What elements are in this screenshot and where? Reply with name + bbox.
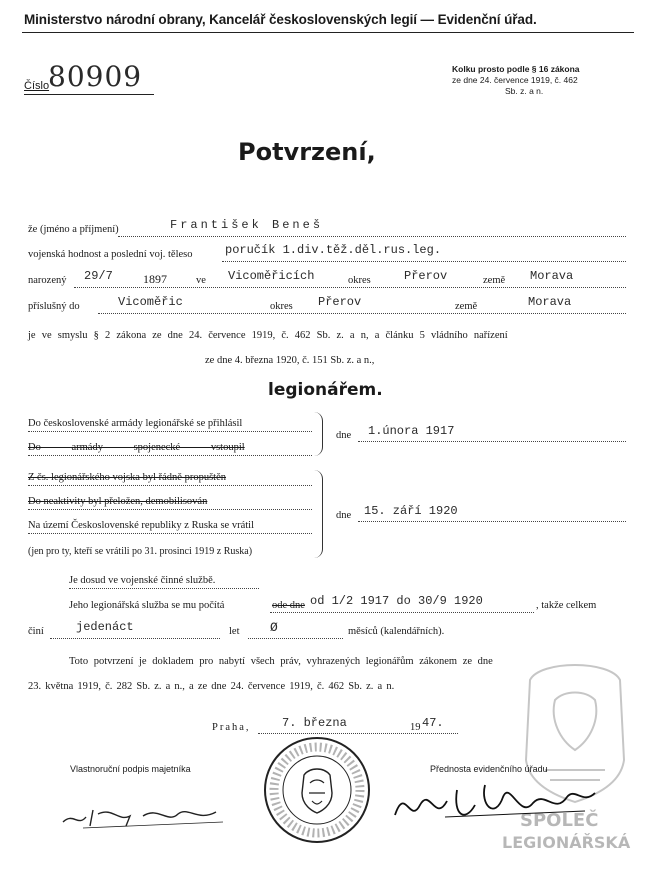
pocita-label: Jeho legionářská služba se mu počítá <box>69 600 225 611</box>
prislusny-okres-label: okres <box>270 301 293 312</box>
cislo-label: Číslo <box>24 80 50 92</box>
active-line: Je dosud ve vojenské činné službě. <box>69 575 216 586</box>
fee-note-line3: Sb. z. a n. <box>505 86 544 96</box>
service-line6: (jen pro ty, kteří se vrátili po 31. prosinci 1919 z Ruska) <box>28 546 253 557</box>
header-title: Ministerstvo národní obrany, Kancelář československých legií — Evidenční úřad. <box>24 12 537 27</box>
mesicu-label: měsíců (kalendářních). <box>348 626 445 637</box>
let-label: let <box>229 626 240 637</box>
dne2-value: 15. září 1920 <box>364 504 458 518</box>
born-zeme: Morava <box>530 269 574 283</box>
closing-line1: Toto potvrzení je dokladem pro nabytí všech práv, vyhrazených legionářům zákonem ze dne <box>69 656 493 667</box>
born-year: 1897 <box>143 272 167 286</box>
place-city: Praha, <box>212 722 251 733</box>
fee-note-line2: ze dne 24. července 1919, č. 462 <box>452 75 578 85</box>
holder-label: Vlastnoruční podpis majetníka <box>70 764 191 774</box>
born-okres: Přerov <box>404 269 448 283</box>
service-line1: Do československé armády legionářské se přihlásil <box>28 418 243 429</box>
cini-label: činí <box>28 626 44 637</box>
pocita-struck: ode dne <box>272 600 305 611</box>
law-line1: je ve smyslu § 2 zákona ze dne 24. července 1919, č. 462 Sb. z. a n, a článku 5 vládního nařízení <box>28 330 508 341</box>
born-okres-label: okres <box>348 275 371 286</box>
dne1-value: 1.února 1917 <box>368 424 455 438</box>
months-value: Ø <box>270 620 278 635</box>
place-date: 7. března <box>282 716 347 730</box>
dne2-label: dne <box>336 510 352 521</box>
cislo-value: 80909 <box>48 60 143 93</box>
prislusny-zeme-label: země <box>455 301 478 312</box>
doc-title: Potvrzení, <box>238 138 376 166</box>
header-divider <box>22 32 634 33</box>
place-year-prefix: 19 <box>410 722 421 733</box>
rank-label: vojenská hodnost a poslední voj. těleso <box>28 249 193 260</box>
pocita-value: od 1/2 1917 do 30/9 1920 <box>310 594 483 608</box>
prislusny-zeme: Morava <box>528 295 572 309</box>
closing-line2: 23. května 1919, č. 282 Sb. z. a n., a ze dne 24. července 1919, č. 462 Sb. z. a n. <box>28 681 395 692</box>
born-ve: ve <box>196 275 206 286</box>
watermark-emblem <box>500 650 650 870</box>
years-value: jedenáct <box>76 620 134 634</box>
holder-signature <box>58 792 228 832</box>
service-line3: Z čs. legionářského vojska byl řádně propuštěn <box>28 472 226 483</box>
watermark-text-2: LEGIONÁŘSKÁ <box>502 833 631 852</box>
chief-label: Přednosta evidenčního úřadu <box>430 764 548 774</box>
service-line5: Na území Československé republiky z Ruska se vrátil <box>28 520 254 531</box>
born-place: Vicoměřicích <box>228 269 315 283</box>
law-line2: ze dne 4. března 1920, č. 151 Sb. z. a n., <box>205 355 375 366</box>
legionar-title: legionářem. <box>268 380 383 400</box>
prislusny-value: Vicoměřic <box>118 295 183 309</box>
born-date: 29/7 <box>84 269 113 283</box>
born-label: narozený <box>28 275 67 286</box>
born-zeme-label: země <box>483 275 506 286</box>
prislusny-okres: Přerov <box>318 295 362 309</box>
prislusny-label: příslušný do <box>28 301 80 312</box>
brace-2 <box>314 470 323 558</box>
official-stamp <box>262 735 372 845</box>
dne1-label: dne <box>336 430 352 441</box>
rank-value: poručík 1.div.těž.děl.rus.leg. <box>225 243 442 257</box>
watermark-text-1: SPOLEČ <box>520 810 599 831</box>
name-label: že (jméno a příjmení) <box>28 224 119 235</box>
place-year-suffix: 47. <box>422 716 444 730</box>
takze-label: , takže celkem <box>536 600 597 611</box>
service-line2: Do armády spojenecké vstoupil <box>28 442 245 453</box>
service-line4: Do neaktivity byl přeložen, demobilisován <box>28 496 208 507</box>
fee-note-line1: Kolku prosto podle § 16 zákona <box>452 64 580 74</box>
name-value: František Beneš <box>170 218 324 232</box>
brace-1 <box>314 412 323 456</box>
